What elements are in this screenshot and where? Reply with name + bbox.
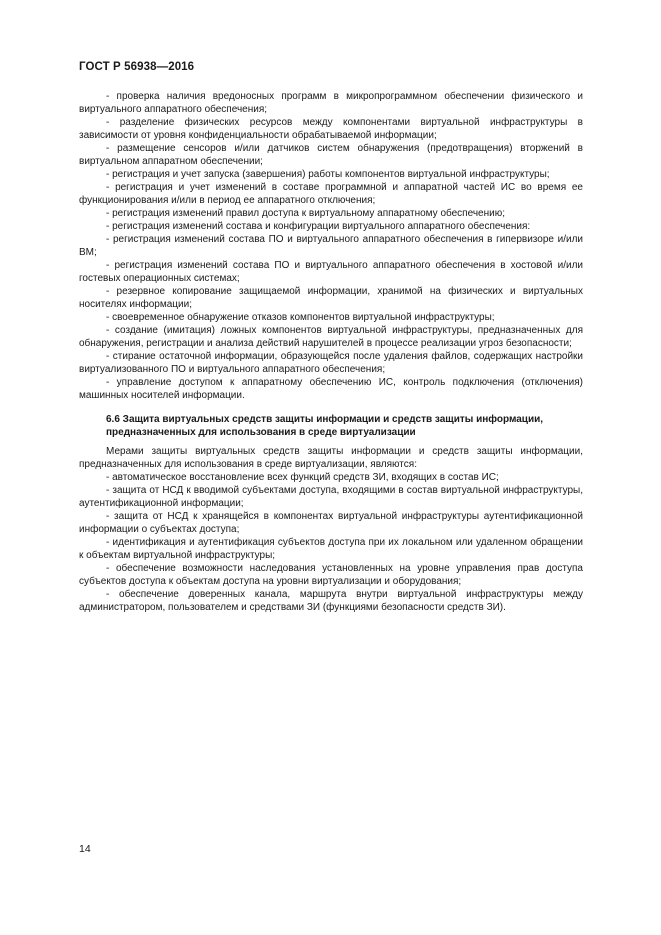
list-item: - регистрация изменений состава и конфигурации виртуального аппаратного обеспечения: [106, 221, 531, 232]
list-item: - идентификация и аутентификация субъектов доступа при их локальном или удаленном обращении к объектам виртуальной инфраструктуры; [79, 537, 583, 561]
list-item: - обеспечение доверенных канала, маршрута внутри виртуальной инфраструктуры между администратором, пользователем и средствами ЗИ (функциями безопасности средств ЗИ). [79, 589, 583, 613]
page-number: 14 [79, 843, 91, 855]
list-item: - регистрация изменений состава ПО и виртуального аппаратного обеспечения в хостовой и/или гостевых операционных системах; [79, 260, 583, 284]
list-item: - регистрация и учет запуска (завершения) работы компонентов виртуальной инфраструктуры; [106, 169, 550, 180]
section-heading-line: предназначенных для использования в среде виртуализации [106, 427, 416, 438]
list-item: - автоматическое восстановление всех функций средств ЗИ, входящих в состав ИС; [106, 472, 499, 483]
list-item: - проверка наличия вредоносных программ в микропрограммном обеспечении физического и виртуального аппаратного обеспечения; [79, 91, 583, 115]
document-code-header: ГОСТ Р 56938—2016 [79, 61, 195, 73]
list-item: - регистрация изменений правил доступа к виртуальному аппаратному обеспечению; [106, 208, 505, 219]
list-item: - стирание остаточной информации, образующейся после удаления файлов, содержащих настройки виртуализованного ПО и виртуального аппаратного обеспечения; [79, 351, 583, 375]
list-item: - своевременное обнаружение отказов компонентов виртуальной инфраструктуры; [106, 312, 495, 323]
page-content [79, 90, 583, 614]
list-item: - создание (имитация) ложных компонентов виртуальной инфраструктуры, предназначенных для обнаружения, регистрации и анализа действий нарушителей в процессе реализации угроз безопасности; [79, 325, 583, 349]
list-item: - защита от НСД к хранящейся в компонентах виртуальной инфраструктуры аутентификационной информации о субъектах доступа; [79, 511, 583, 535]
list-item: - обеспечение возможности наследования установленных на уровне управления прав доступа субъектов доступа к объектам доступа на уровни виртуализации и оборудования; [79, 563, 583, 587]
list-item: - защита от НСД к вводимой субъектами доступа, входящими в состав виртуальной инфраструктуры, аутентификационной информации; [79, 485, 583, 509]
list-item: - управление доступом к аппаратному обеспечению ИС, контроль подключения (отключения) машинных носителей информации. [79, 377, 583, 401]
section-intro: Мерами защиты виртуальных средств защиты информации и средств защиты информации, предназначенных для использования в среде виртуализации, являются: [79, 446, 583, 470]
list-item: - резервное копирование защищаемой информации, хранимой на физических и виртуальных носителях информации; [79, 286, 583, 310]
section-heading-line: 6.6 Защита виртуальных средств защиты информации и средств защиты информации, [106, 414, 544, 425]
list-item: - размещение сенсоров и/или датчиков систем обнаружения (предотвращения) вторжений в виртуальном аппаратном обеспечении; [79, 143, 583, 167]
list-item: - регистрация изменений состава ПО и виртуального аппаратного обеспечения в гипервизоре и/или ВМ; [79, 234, 583, 258]
section-heading [106, 413, 583, 439]
list-item: - регистрация и учет изменений в составе программной и аппаратной частей ИС во время ее функционирования и/или в период ее аппаратного отключения; [79, 182, 583, 206]
list-item: - разделение физических ресурсов между компонентами виртуальной инфраструктуры в зависимости от уровня конфиденциальности обрабатываемой информации; [79, 117, 583, 141]
